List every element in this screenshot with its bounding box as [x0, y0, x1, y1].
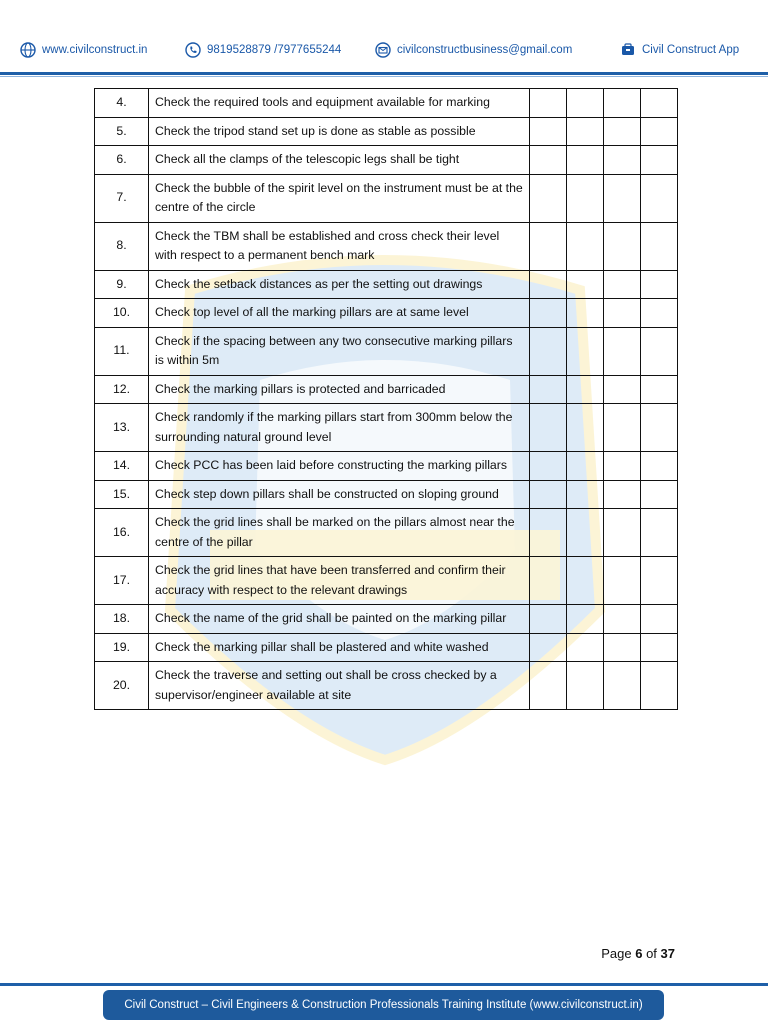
- check-cell[interactable]: [567, 509, 604, 557]
- table-row: [95, 404, 678, 452]
- check-cell[interactable]: [530, 633, 567, 662]
- check-cell[interactable]: [567, 452, 604, 481]
- check-cell[interactable]: [530, 299, 567, 328]
- check-cell[interactable]: [641, 633, 678, 662]
- email-text: civilconstructbusiness@gmail.com: [397, 44, 573, 56]
- check-cell[interactable]: [604, 146, 641, 175]
- check-cell[interactable]: [604, 509, 641, 557]
- globe-icon: [20, 42, 36, 58]
- page-total: 37: [660, 946, 675, 961]
- page-label: Page: [601, 946, 632, 961]
- check-cell[interactable]: [567, 174, 604, 222]
- check-cell[interactable]: [604, 117, 641, 146]
- check-cell[interactable]: [604, 633, 641, 662]
- check-cell[interactable]: [530, 146, 567, 175]
- check-cell[interactable]: [641, 480, 678, 509]
- check-cell[interactable]: [567, 633, 604, 662]
- table-row: [95, 557, 678, 605]
- check-cell[interactable]: [604, 605, 641, 634]
- phone-icon: [185, 42, 201, 58]
- row-number: 15.: [95, 480, 149, 509]
- check-cell[interactable]: [604, 662, 641, 710]
- row-description: Check the required tools and equipment available for marking: [149, 89, 530, 118]
- check-cell[interactable]: [641, 89, 678, 118]
- check-cell[interactable]: [641, 509, 678, 557]
- footer-banner: [103, 990, 664, 1020]
- app-text: Civil Construct App: [642, 44, 740, 56]
- row-description: Check the grid lines shall be marked on the pillars almost near the centre of the pillar: [149, 509, 530, 557]
- row-description: Check the bubble of the spirit level on the instrument must be at the centre of the circle: [149, 174, 530, 222]
- table-row: [95, 509, 678, 557]
- table-row: [95, 222, 678, 270]
- check-cell[interactable]: [567, 299, 604, 328]
- check-cell[interactable]: [604, 404, 641, 452]
- table-row: [95, 270, 678, 299]
- row-number: 20.: [95, 662, 149, 710]
- table-row: [95, 299, 678, 328]
- check-cell[interactable]: [567, 605, 604, 634]
- check-cell[interactable]: [641, 117, 678, 146]
- row-number: 10.: [95, 299, 149, 328]
- table-row: [95, 174, 678, 222]
- check-cell[interactable]: [604, 222, 641, 270]
- check-cell[interactable]: [530, 509, 567, 557]
- app-contact[interactable]: [620, 42, 739, 58]
- check-cell[interactable]: [641, 146, 678, 175]
- mail-icon: [375, 42, 391, 58]
- email-contact[interactable]: [375, 42, 572, 58]
- check-cell[interactable]: [604, 452, 641, 481]
- row-number: 5.: [95, 117, 149, 146]
- row-number: 17.: [95, 557, 149, 605]
- row-number: 7.: [95, 174, 149, 222]
- check-cell[interactable]: [530, 605, 567, 634]
- check-cell[interactable]: [530, 452, 567, 481]
- check-cell[interactable]: [604, 270, 641, 299]
- row-description: Check the tripod stand set up is done as stable as possible: [149, 117, 530, 146]
- row-description: Check if the spacing between any two consecutive marking pillars is within 5m: [149, 327, 530, 375]
- table-row: [95, 633, 678, 662]
- table-row: [95, 89, 678, 118]
- phone-text: 9819528879 /7977655244: [207, 44, 342, 56]
- check-cell[interactable]: [530, 270, 567, 299]
- header-rule-thin: [0, 76, 768, 77]
- row-description: Check the setback distances as per the setting out drawings: [149, 270, 530, 299]
- check-cell[interactable]: [530, 174, 567, 222]
- table-row: [95, 662, 678, 710]
- row-description: Check the marking pillar shall be plastered and white washed: [149, 633, 530, 662]
- website-contact[interactable]: [20, 42, 147, 58]
- check-cell[interactable]: [530, 117, 567, 146]
- app-icon: [620, 42, 636, 58]
- check-cell[interactable]: [530, 662, 567, 710]
- row-number: 13.: [95, 404, 149, 452]
- check-cell[interactable]: [567, 557, 604, 605]
- check-cell[interactable]: [641, 270, 678, 299]
- check-cell[interactable]: [530, 557, 567, 605]
- check-cell[interactable]: [641, 299, 678, 328]
- row-description: Check the TBM shall be established and cross check their level with respect to a permanent bench mark: [149, 222, 530, 270]
- row-description: Check all the clamps of the telescopic legs shall be tight: [149, 146, 530, 175]
- check-cell[interactable]: [567, 146, 604, 175]
- row-number: 16.: [95, 509, 149, 557]
- row-description: Check top level of all the marking pillars are at same level: [149, 299, 530, 328]
- check-cell[interactable]: [530, 89, 567, 118]
- header-rule: [0, 72, 768, 75]
- row-number: 6.: [95, 146, 149, 175]
- check-cell[interactable]: [604, 89, 641, 118]
- checklist-table: [94, 88, 678, 710]
- row-number: 19.: [95, 633, 149, 662]
- check-cell[interactable]: [604, 480, 641, 509]
- check-cell[interactable]: [567, 327, 604, 375]
- check-cell[interactable]: [641, 662, 678, 710]
- page-of: of: [646, 946, 657, 961]
- row-number: 14.: [95, 452, 149, 481]
- check-cell[interactable]: [641, 174, 678, 222]
- table-row: [95, 480, 678, 509]
- footer-rule: [0, 983, 768, 986]
- check-cell[interactable]: [641, 404, 678, 452]
- check-cell[interactable]: [641, 222, 678, 270]
- check-cell[interactable]: [530, 327, 567, 375]
- row-description: Check the traverse and setting out shall be cross checked by a supervisor/engineer available at site: [149, 662, 530, 710]
- page-number: [601, 946, 675, 961]
- page-current: 6: [635, 946, 643, 961]
- check-cell[interactable]: [567, 89, 604, 118]
- check-cell[interactable]: [567, 662, 604, 710]
- table-row: [95, 452, 678, 481]
- website-text: www.civilconstruct.in: [42, 44, 148, 56]
- check-cell[interactable]: [530, 480, 567, 509]
- table-row: [95, 327, 678, 375]
- check-cell[interactable]: [567, 404, 604, 452]
- check-cell[interactable]: [604, 299, 641, 328]
- check-cell[interactable]: [567, 270, 604, 299]
- check-cell[interactable]: [604, 375, 641, 404]
- row-number: 11.: [95, 327, 149, 375]
- check-cell[interactable]: [530, 222, 567, 270]
- row-description: Check PCC has been laid before constructing the marking pillars: [149, 452, 530, 481]
- row-number: 9.: [95, 270, 149, 299]
- check-cell[interactable]: [604, 557, 641, 605]
- check-cell[interactable]: [530, 375, 567, 404]
- check-cell[interactable]: [641, 375, 678, 404]
- check-cell[interactable]: [567, 117, 604, 146]
- row-description: Check the marking pillars is protected and barricaded: [149, 375, 530, 404]
- row-description: Check step down pillars shall be constructed on sloping ground: [149, 480, 530, 509]
- table-row: [95, 375, 678, 404]
- check-cell[interactable]: [567, 222, 604, 270]
- table-row: [95, 146, 678, 175]
- row-number: 12.: [95, 375, 149, 404]
- check-cell[interactable]: [641, 452, 678, 481]
- row-description: Check the grid lines that have been transferred and confirm their accuracy with respect to the relevant drawings: [149, 557, 530, 605]
- check-cell[interactable]: [604, 327, 641, 375]
- check-cell[interactable]: [641, 557, 678, 605]
- check-cell[interactable]: [567, 480, 604, 509]
- check-cell[interactable]: [567, 375, 604, 404]
- row-number: 18.: [95, 605, 149, 634]
- row-description: Check randomly if the marking pillars start from 300mm below the surrounding natural ground level: [149, 404, 530, 452]
- table-row: [95, 117, 678, 146]
- phone-contact[interactable]: [185, 42, 341, 58]
- check-cell[interactable]: [641, 327, 678, 375]
- footer-text: Civil Construct – Civil Engineers & Construction Professionals Training Institute (www.civilconstruct.in): [124, 999, 643, 1011]
- check-cell[interactable]: [530, 404, 567, 452]
- page-header: [0, 0, 768, 72]
- row-description: Check the name of the grid shall be painted on the marking pillar: [149, 605, 530, 634]
- check-cell[interactable]: [641, 605, 678, 634]
- check-cell[interactable]: [604, 174, 641, 222]
- table-row: [95, 605, 678, 634]
- row-number: 8.: [95, 222, 149, 270]
- row-number: 4.: [95, 89, 149, 118]
